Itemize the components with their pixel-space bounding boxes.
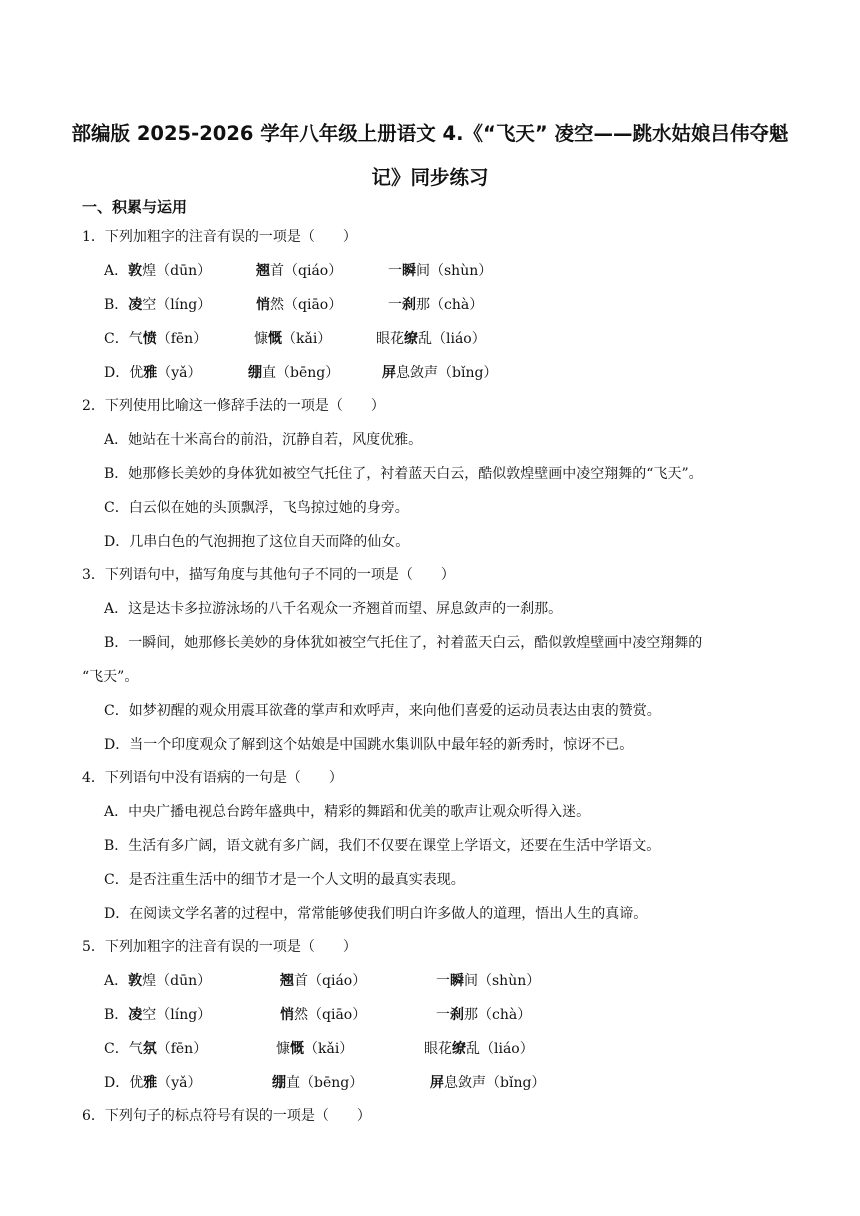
- question-3-option-d: D．当一个印度观众了解到这个姑娘是中国跳水集训队中最年轻的新秀时，惊讶不已。: [104, 737, 634, 753]
- question-3-option-b: B．一瞬间，她那修长美妙的身体犹如被空气托住了，衬着蓝天白云，酷似敦煌壁画中凌空翔舞的: [104, 635, 703, 651]
- question-3-option-a: A．这是达卡多拉游泳场的八千名观众一齐翘首而望、屏息敛声的一刹那。: [104, 601, 563, 617]
- question-3-stem: 3．下列语句中，描写角度与其他句子不同的一项是（ ）: [82, 567, 455, 583]
- worksheet-page: 部编版 2025-2026 学年八年级上册语文 4.《“飞天” 凌空——跳水姑娘吕伟夺魁 记》同步练习 一、积累与运用 1．下列加粗字的注音有误的一项是（ ） A．敦煌（dūn） 翘首（qiáo） 一瞬间（shùn） B．凌空（líng） 悄然（qiāo） 一刹那（chà） C．气愤（fēn） 慷慨（kǎi） 眼花缭乱（liáo） D．优雅（yǎ） 绷直（bēng） 屏息敛声（bǐng） 2．下列使用比喻这一修辞手法的一项是（ ） A．她站在十米高台的前沿，沉静自若，风度优雅。 B．她那修长美妙的身体犹如被空气托住了，衬着蓝天白云，酷似敦煌壁画中凌空翔舞的“飞天”。 C．白云似在她的头顶飘浮，飞鸟掠过她的身旁。 D．几串白色的气泡拥抱了这位自天而降的仙女。 3．下列语句中，描写角度与其他句子不同的一项是（ ） A．这是达卡多拉游泳场的八千名观众一齐翘首而望、屏息敛声的一刹那。 B．一瞬间，她那修长美妙的身体犹如被空气托住了，衬着蓝天白云，酷似敦煌壁画中凌空翔舞的 “飞天”。 C．如梦初醒的观众用震耳欲聋的掌声和欢呼声，来向他们喜爱的运动员表达由衷的赞赏。 D．当一个印度观众了解到这个姑娘是中国跳水集训队中最年轻的新秀时，惊讶不已。 4．下列语句中没有语病的一句是（ ） A．中央广播电视总台跨年盛典中，精彩的舞蹈和优美的歌声让观众听得入迷。 B．生活有多广阔，语文就有多广阔，我们不仅要在课堂上学语文，还要在生活中学语文。 C．是否注重生活中的细节才是一个人文明的最真实表现。 D．在阅读文学名著的过程中，常常能够使我们明白许多做人的道理，悟出人生的真谛。 5．下列加粗字的注音有误的一项是（ ） A．敦煌（dūn） 翘首（qiáo） 一瞬间（shùn） B．凌空（líng） 悄然（qiāo） 一刹那（chà） C．气氛（fēn） 慷慨（kǎi） 眼花缭乱（liáo） D．优雅（yǎ） 绷直（bēng） 屏息敛声（bǐng） 6．下列句子的标点符号有误的一项是（ ）: [0, 0, 860, 1216]
- question-2-option-b: B．她那修长美妙的身体犹如被空气托住了，衬着蓝天白云，酷似敦煌壁画中凌空翔舞的“飞天”。: [104, 466, 703, 482]
- question-2-option-d: D．几串白色的气泡拥抱了这位自天而降的仙女。: [104, 534, 410, 550]
- question-6-stem: 6．下列句子的标点符号有误的一项是（ ）: [82, 1108, 371, 1124]
- question-2-option-c: C．白云似在她的头顶飘浮，飞鸟掠过她的身旁。: [104, 500, 409, 516]
- question-4-stem: 4．下列语句中没有语病的一句是（ ）: [82, 770, 343, 786]
- page-title-line-1: 部编版 2025-2026 学年八年级上册语文 4.《“飞天” 凌空——跳水姑娘吕伟夺魁: [71, 122, 789, 145]
- question-1-stem: 1．下列加粗字的注音有误的一项是（ ）: [82, 229, 357, 245]
- question-3-option-c: C．如梦初醒的观众用震耳欲聋的掌声和欢呼声，来向他们喜爱的运动员表达由衷的赞赏。: [104, 703, 661, 719]
- question-2-stem: 2．下列使用比喻这一修辞手法的一项是（ ）: [82, 398, 385, 414]
- question-4-option-a: A．中央广播电视总台跨年盛典中，精彩的舞蹈和优美的歌声让观众听得入迷。: [104, 804, 591, 820]
- question-5-stem: 5．下列加粗字的注音有误的一项是（ ）: [82, 939, 357, 955]
- question-4-option-b: B．生活有多广阔，语文就有多广阔，我们不仅要在课堂上学语文，还要在生活中学语文。: [104, 838, 661, 854]
- question-2-option-a: A．她站在十米高台的前沿，沉静自若，风度优雅。: [104, 432, 423, 448]
- question-3-option-b-continued: “飞天”。: [82, 669, 139, 685]
- section-heading: 一、积累与运用: [82, 198, 188, 216]
- question-4-option-d: D．在阅读文学名著的过程中，常常能够使我们明白许多做人的道理，悟出人生的真谛。: [104, 906, 648, 922]
- page-title-line-2: 记》同步练习: [371, 166, 489, 189]
- question-4-option-c: C．是否注重生活中的细节才是一个人文明的最真实表现。: [104, 872, 465, 888]
